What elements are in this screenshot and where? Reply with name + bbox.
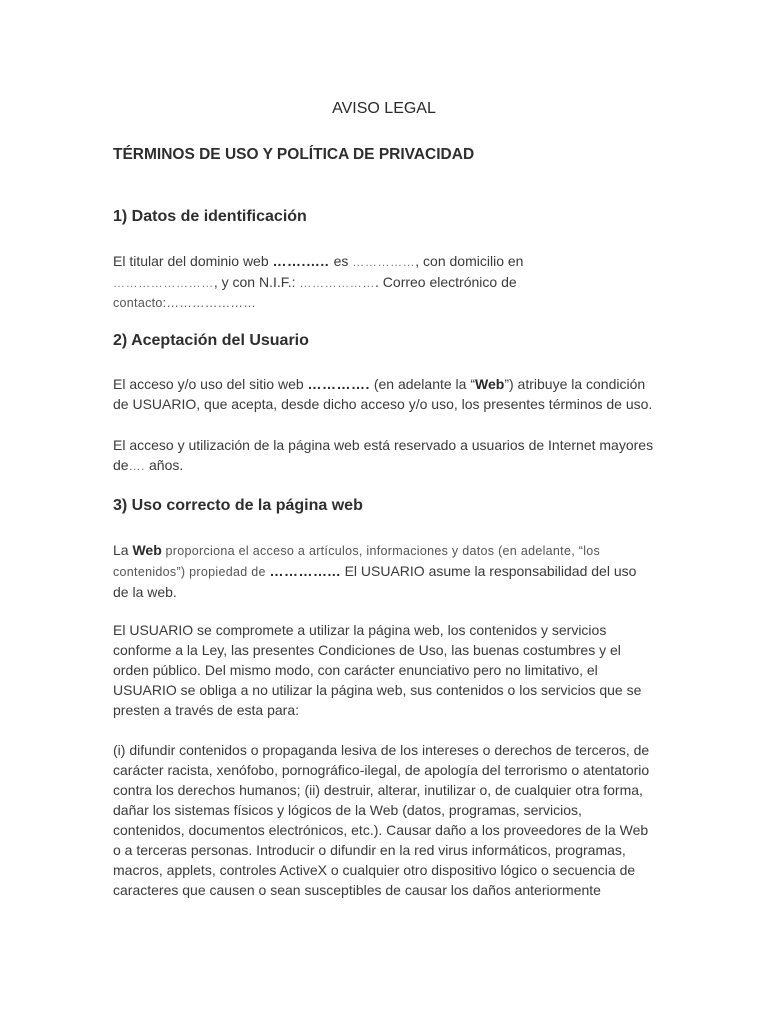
placeholder-dots: ………….: [307, 376, 370, 392]
text-run: contenidos”) propiedad de: [113, 565, 270, 579]
section-3-paragraph-3: [113, 740, 673, 900]
text-run: es: [333, 253, 353, 269]
paragraph-line: conforme a la Ley, las presentes Condiciones de Uso, las buenas costumbres y el: [113, 642, 621, 658]
paragraph-line: de USUARIO, que acepta, desde dicho acceso y/o uso, los presentes términos de uso.: [113, 396, 653, 412]
section-2-paragraph-2: [113, 435, 673, 476]
paragraph-line: contenidos, documentos electrónicos, etc.). Causar daño a los proveedores de la Web: [113, 822, 649, 838]
placeholder-dots: ………………: [299, 276, 376, 290]
text-run: El acceso y/o uso del sitio web: [113, 376, 308, 392]
paragraph-line: USUARIO se obliga a no utilizar la página web, sus contenidos o los servicios que se: [113, 682, 642, 698]
paragraph-line: [113, 561, 673, 582]
paragraph-line: presten a través de esta para:: [113, 702, 299, 718]
paragraph-line: El acceso y utilización de la página web está reservado a usuarios de Internet mayores: [113, 437, 654, 453]
document-subtitle: TÉRMINOS DE USO Y POLÍTICA DE PRIVACIDAD: [113, 146, 475, 163]
text-run: La: [113, 542, 133, 558]
paragraph-line: orden público. Del mismo modo, con carácter enunciativo pero no limitativo, el: [113, 662, 598, 678]
paragraph-line: [113, 374, 673, 394]
placeholder-dots: …….…..: [272, 253, 334, 269]
paragraph-line: contra los derechos humanos; (ii) destruir, alterar, inutilizar o, de cualquier otra forma,: [113, 782, 643, 798]
text-run: ”) atribuye la condición: [504, 376, 646, 392]
placeholder-dots: ……………………: [113, 276, 214, 290]
text-run: (en adelante la “: [369, 376, 476, 392]
text-run: El USUARIO asume la responsabilidad del uso: [340, 563, 637, 579]
document-title: AVISO LEGAL: [332, 100, 436, 117]
paragraph-line: [113, 540, 673, 561]
text-run: de: [113, 457, 129, 473]
bold-web: Web: [475, 376, 505, 392]
paragraph-line: [113, 455, 673, 476]
paragraph-line: [113, 272, 673, 293]
section-2-heading: 2) Aceptación del Usuario: [113, 332, 309, 349]
text-run: . Correo electrónico de: [375, 274, 517, 290]
placeholder-dots: ….: [128, 459, 146, 473]
paragraph-line: carácter racista, xenófobo, pornográfico-ilegal, de apología del terrorismo o atentatorio: [113, 762, 650, 778]
paragraph-line: dañar los sistemas físicos y lógicos de la Web (datos, programas, servicios,: [113, 802, 582, 818]
paragraph-line: de la web.: [113, 584, 177, 600]
paragraph-line: caracteres que causen o sean susceptibles de causar los daños anteriormente: [113, 882, 601, 898]
paragraph-line: macros, applets, controles ActiveX o cualquier otro dispositivo lógico o secuencia de: [113, 862, 636, 878]
paragraph-line: (i) difundir contenidos o propaganda lesiva de los intereses o derechos de terceros, de: [113, 742, 650, 758]
section-2-paragraph-1: [113, 374, 673, 414]
text-run: , y con N.I.F.:: [213, 274, 300, 290]
section-1-heading: 1) Datos de identificación: [113, 208, 307, 225]
text-run: El titular del dominio web: [113, 253, 273, 269]
paragraph-line: contacto:…………………: [113, 296, 257, 310]
paragraph-line: [113, 251, 673, 272]
paragraph-line: El USUARIO se compromete a utilizar la página web, los contenidos y servicios: [113, 622, 607, 638]
section-3-heading: 3) Uso correcto de la página web: [113, 497, 363, 514]
text-run: años.: [145, 457, 184, 473]
text-run: , con domicilio en: [415, 253, 524, 269]
paragraph-line: o a terceras personas. Introducir o difundir en la red virus informáticos, programas,: [113, 842, 626, 858]
section-1-paragraph: [113, 251, 673, 313]
section-3-paragraph-2: [113, 620, 673, 720]
placeholder-dots: ……………: [352, 255, 416, 269]
bold-web: Web: [132, 542, 162, 558]
placeholder-dots: …………...: [269, 563, 341, 579]
text-run: proporciona el acceso a artículos, informaciones y datos (en adelante, “los: [161, 544, 601, 558]
section-3-paragraph-1: [113, 540, 673, 602]
